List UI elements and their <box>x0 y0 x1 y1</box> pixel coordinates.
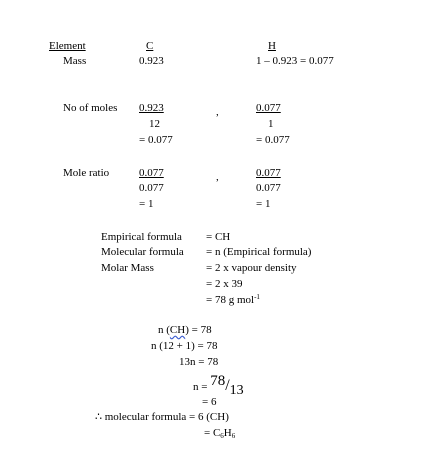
moles-carbon-numerator: 0.923 <box>139 102 164 114</box>
moles-hydrogen-denominator: 1 <box>268 118 274 130</box>
moles-label: No of moles <box>63 102 118 114</box>
ratio-carbon-result: = 1 <box>139 198 154 210</box>
element-header: Element <box>49 40 86 52</box>
ratio-label: Mole ratio <box>63 167 110 179</box>
molar-mass-label: Molar Mass <box>101 262 154 274</box>
moles-comma: , <box>216 106 219 118</box>
molecular-formula-label: Molecular formula <box>101 246 184 258</box>
solve-line-4: n = 78/13 <box>193 373 244 398</box>
mass-carbon: 0.923 <box>139 55 164 67</box>
solve-line-5: = 6 <box>202 396 217 408</box>
empirical-formula-label: Empirical formula <box>101 231 182 243</box>
molecular-formula-value: = n (Empirical formula) <box>206 246 312 258</box>
molar-mass-value-3: = 78 g mol$^{-1}$ <box>206 293 260 306</box>
mass-label: Mass <box>63 55 87 67</box>
solve-line-7: = $C_6H_6$ <box>204 427 236 440</box>
molar-mass-value-2: = 2 x 39 <box>206 278 243 290</box>
ratio-hydrogen-numerator: 0.077 <box>256 167 281 179</box>
solve-line-2: n (12 + 1) = 78 <box>151 340 218 352</box>
moles-hydrogen-result: = 0.077 <box>256 134 290 146</box>
hydrogen-header: H <box>268 40 276 52</box>
moles-carbon-result: = 0.077 <box>139 134 173 146</box>
ratio-comma: , <box>216 171 219 183</box>
ratio-hydrogen-result: = 1 <box>256 198 271 210</box>
solve-line-1: n (CH) = 78 <box>158 324 212 336</box>
ratio-carbon-denominator: 0.077 <box>139 182 164 194</box>
mass-hydrogen: 1 – 0.923 = 0.077 <box>256 55 334 67</box>
solve-line-3: 13n = 78 <box>179 356 219 368</box>
empirical-formula-value: = CH <box>206 231 231 243</box>
moles-hydrogen-numerator: 0.077 <box>256 102 281 114</box>
carbon-header: C <box>146 40 154 52</box>
ratio-carbon-numerator: 0.077 <box>139 167 164 179</box>
molar-mass-value-1: = 2 x vapour density <box>206 262 297 274</box>
solve-line-6: ∴ molecular formula = 6 (CH) <box>95 411 229 423</box>
moles-carbon-denominator: 12 <box>149 118 160 130</box>
ratio-hydrogen-denominator: 0.077 <box>256 182 281 194</box>
